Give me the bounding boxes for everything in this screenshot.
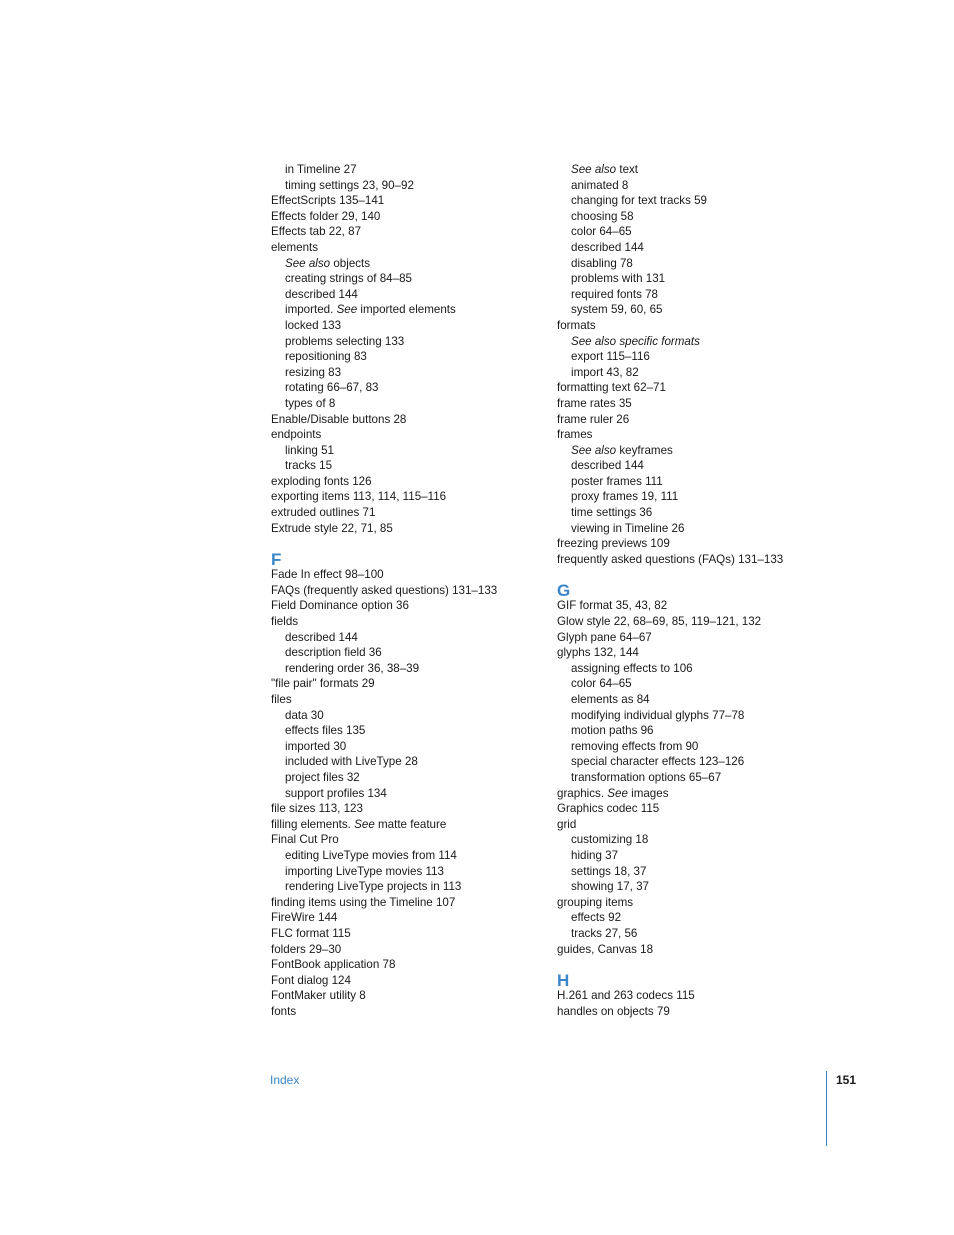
entry-text: resizing 83 <box>285 365 342 379</box>
index-entry <box>271 567 541 583</box>
entry-text: file sizes 113, 123 <box>271 802 363 816</box>
index-entry <box>271 801 541 817</box>
index-subentry <box>271 302 541 318</box>
index-subentry <box>557 256 827 272</box>
entry-text: motion paths 96 <box>571 724 654 738</box>
index-letter-heading: F <box>271 550 282 570</box>
index-subentry <box>557 754 827 770</box>
entry-text: problems selecting 133 <box>285 334 405 348</box>
index-subentry <box>271 661 541 677</box>
entry-text: glyphs 132, 144 <box>557 646 639 660</box>
index-subentry <box>557 521 827 537</box>
entry-text: endpoints <box>271 428 322 442</box>
entry-prefix: imported. <box>285 303 337 317</box>
index-subentry <box>557 864 827 880</box>
index-subentry <box>557 162 827 178</box>
entry-text: transformation options 65–67 <box>571 770 722 784</box>
index-entry <box>271 942 541 958</box>
entry-text: FireWire 144 <box>271 911 338 925</box>
index-subentry <box>557 739 827 755</box>
entry-text: formatting text 62–71 <box>557 381 666 395</box>
entry-text: imported 30 <box>285 739 347 753</box>
entry-text: Glow style 22, 68–69, 85, 119–121, 132 <box>557 615 762 629</box>
entry-text: modifying individual glyphs 77–78 <box>571 708 745 722</box>
index-subentry <box>557 302 827 318</box>
entry-text: objects <box>330 256 371 270</box>
index-subentry <box>557 879 827 895</box>
entry-text: formats <box>557 318 596 332</box>
index-subentry <box>271 271 541 287</box>
entry-text: effects 92 <box>571 911 622 925</box>
index-entry <box>271 427 541 443</box>
entry-text: removing effects from 90 <box>571 739 699 753</box>
entry-text: Glyph pane 64–67 <box>557 630 652 644</box>
see-reference: See also <box>285 256 331 270</box>
entry-text: Font dialog 124 <box>271 973 351 987</box>
index-entry <box>271 895 541 911</box>
entry-text: files <box>271 693 292 706</box>
footer-section-label: Index <box>270 1073 300 1087</box>
index-entry <box>557 786 827 802</box>
index-subentry <box>271 864 541 880</box>
index-entry <box>557 552 827 568</box>
index-entry <box>557 801 827 817</box>
entry-text: color 64–65 <box>571 225 632 239</box>
entry-prefix: filling elements. <box>271 817 355 831</box>
entry-text: project files 32 <box>285 770 360 784</box>
index-subentry <box>557 458 827 474</box>
index-subentry <box>271 178 541 194</box>
index-subentry <box>271 256 541 272</box>
entry-text: frame rates 35 <box>557 396 632 410</box>
entry-text: types of 8 <box>285 396 336 410</box>
entry-text: data 30 <box>285 708 324 722</box>
entry-text: exporting items 113, 114, 115–116 <box>271 490 447 504</box>
index-entry <box>271 973 541 989</box>
entry-text: folders 29–30 <box>271 942 342 956</box>
index-subentry <box>557 926 827 942</box>
entry-text: Enable/Disable buttons 28 <box>271 412 407 426</box>
index-subentry <box>557 334 827 350</box>
entry-text: poster frames 111 <box>571 474 663 488</box>
index-entry <box>271 598 541 614</box>
entry-text: frequently asked questions (FAQs) 131–133 <box>557 552 784 566</box>
entry-text: grid <box>557 817 577 831</box>
index-subentry <box>271 458 541 474</box>
index-entry <box>271 209 541 225</box>
index-subentry <box>271 754 541 770</box>
index-subentry <box>557 271 827 287</box>
index-subentry <box>271 739 541 755</box>
entry-text: required fonts 78 <box>571 287 659 301</box>
entry-text: extruded outlines 71 <box>271 506 376 520</box>
entry-text: imported elements <box>357 303 456 317</box>
index-subentry <box>557 676 827 692</box>
entry-text: H.261 and 263 codecs 115 <box>557 989 695 1003</box>
index-subentry <box>557 209 827 225</box>
index-entry <box>557 817 827 833</box>
index-subentry <box>271 708 541 724</box>
entry-text: included with LiveType 28 <box>285 755 418 769</box>
entry-text: problems with 131 <box>571 272 666 286</box>
index-entry <box>271 521 541 537</box>
index-subentry <box>271 287 541 303</box>
entry-prefix: graphics. <box>557 786 608 800</box>
index-entry <box>271 583 541 599</box>
index-subentry <box>271 770 541 786</box>
index-entry <box>271 692 541 708</box>
index-column-right <box>557 162 827 1019</box>
entry-text: GIF format 35, 43, 82 <box>557 599 668 613</box>
index-subentry <box>271 630 541 646</box>
entry-text: choosing 58 <box>571 209 634 223</box>
index-entry <box>557 630 827 646</box>
index-subentry <box>557 443 827 459</box>
entry-text: description field 36 <box>285 646 382 660</box>
entry-text: editing LiveType movies from 114 <box>285 848 457 862</box>
entry-text: described 144 <box>285 630 358 644</box>
entry-text: proxy frames 19, 111 <box>571 490 679 504</box>
index-entry <box>271 193 541 209</box>
entry-text: support profiles 134 <box>285 786 387 800</box>
index-subentry <box>557 287 827 303</box>
entry-text: Graphics codec 115 <box>557 802 660 816</box>
entry-text: hiding 37 <box>571 848 619 862</box>
index-entry <box>557 942 827 958</box>
index-entry <box>557 536 827 552</box>
see-reference: See also <box>571 163 617 176</box>
index-subentry <box>271 848 541 864</box>
index-subentry <box>271 334 541 350</box>
index-entry <box>271 832 541 848</box>
entry-text: import 43, 82 <box>571 365 639 379</box>
entry-text: described 144 <box>571 240 644 254</box>
index-subentry <box>271 645 541 661</box>
index-subentry <box>557 770 827 786</box>
index-entry <box>271 676 541 692</box>
see-reference: See also specific formats <box>571 334 700 348</box>
entry-text: export 115–116 <box>571 350 650 364</box>
index-entry <box>557 614 827 630</box>
entry-text: changing for text tracks 59 <box>571 194 707 208</box>
entry-text: creating strings of 84–85 <box>285 272 412 286</box>
entry-text: viewing in Timeline 26 <box>571 521 685 535</box>
index-entry <box>557 895 827 911</box>
entry-text: Effects tab 22, 87 <box>271 225 362 239</box>
index-subentry <box>557 178 827 194</box>
index-subentry <box>271 162 541 178</box>
index-entry <box>271 910 541 926</box>
entry-text: text <box>616 163 639 176</box>
entry-text: Extrude style 22, 71, 85 <box>271 521 393 535</box>
entry-text: time settings 36 <box>571 506 653 520</box>
index-entry <box>271 988 541 1004</box>
entry-text: described 144 <box>285 287 358 301</box>
index-entry <box>557 645 827 661</box>
entry-text: color 64–65 <box>571 677 632 691</box>
index-entry <box>271 817 541 833</box>
entry-text: rendering order 36, 38–39 <box>285 661 420 675</box>
entry-text: locked 133 <box>285 318 342 332</box>
index-subentry <box>557 848 827 864</box>
index-entry <box>271 240 541 256</box>
index-entry <box>271 489 541 505</box>
entry-text: FLC format 115 <box>271 926 351 940</box>
entry-text: "file pair" formats 29 <box>271 677 375 691</box>
index-entry <box>271 957 541 973</box>
index-entry <box>271 926 541 942</box>
index-subentry <box>557 365 827 381</box>
entry-text: tracks 15 <box>285 459 333 473</box>
entry-text: Field Dominance option 36 <box>271 599 409 613</box>
index-entry <box>557 1004 827 1020</box>
entry-text: special character effects 123–126 <box>571 755 745 769</box>
entry-text: repositioning 83 <box>285 350 367 364</box>
index-subentry <box>271 396 541 412</box>
index-subentry <box>271 318 541 334</box>
entry-text: effects files 135 <box>285 724 366 738</box>
index-entry <box>557 988 827 1004</box>
see-reference: See <box>354 817 375 831</box>
entry-text: customizing 18 <box>571 833 649 847</box>
index-entry <box>557 412 827 428</box>
entry-text: FontMaker utility 8 <box>271 989 366 1003</box>
entry-text: guides, Canvas 18 <box>557 942 654 956</box>
entry-text: rotating 66–67, 83 <box>285 381 379 395</box>
index-subentry <box>271 443 541 459</box>
entry-text: frame ruler 26 <box>557 412 630 426</box>
entry-text: fonts <box>271 1004 297 1018</box>
entry-text: Effects folder 29, 140 <box>271 209 381 223</box>
entry-text: rendering LiveType projects in 113 <box>285 880 462 894</box>
index-subentry <box>271 879 541 895</box>
entry-text: EffectScripts 135–141 <box>271 194 385 208</box>
index-entry <box>271 474 541 490</box>
index-entry <box>271 505 541 521</box>
index-subentry <box>557 474 827 490</box>
index-subentry <box>271 786 541 802</box>
entry-text: in Timeline 27 <box>285 163 357 176</box>
index-subentry <box>271 349 541 365</box>
index-entry <box>271 1004 541 1020</box>
index-subentry <box>557 489 827 505</box>
entry-text: showing 17, 37 <box>571 880 649 894</box>
entry-text: exploding fonts 126 <box>271 474 372 488</box>
index-column-left <box>271 162 541 1019</box>
index-subentry <box>557 692 827 708</box>
see-reference: See <box>607 786 628 800</box>
index-entry <box>557 396 827 412</box>
index-subentry <box>557 832 827 848</box>
index-subentry <box>557 224 827 240</box>
index-entry <box>271 224 541 240</box>
entry-text: described 144 <box>571 459 644 473</box>
index-entry <box>557 427 827 443</box>
index-letter-heading: G <box>557 581 571 601</box>
see-reference: See also <box>571 443 617 457</box>
entry-text: finding items using the Timeline 107 <box>271 895 456 909</box>
entry-text: importing LiveType movies 113 <box>285 864 444 878</box>
entry-text: linking 51 <box>285 443 334 457</box>
entry-text: Final Cut Pro <box>271 833 339 847</box>
entry-text: images <box>627 786 669 800</box>
index-subentry <box>557 708 827 724</box>
entry-text: keyframes <box>616 443 673 457</box>
index-entry <box>557 598 827 614</box>
entry-text: Fade In effect 98–100 <box>271 568 384 582</box>
index-entry <box>557 380 827 396</box>
entry-text: frames <box>557 428 593 442</box>
index-subentry <box>557 349 827 365</box>
index-entry <box>271 412 541 428</box>
index-subentry <box>557 240 827 256</box>
entry-text: settings 18, 37 <box>571 864 647 878</box>
index-subentry <box>271 380 541 396</box>
footer-divider <box>826 1071 827 1146</box>
index-subentry <box>557 193 827 209</box>
index-subentry <box>557 723 827 739</box>
index-subentry <box>271 365 541 381</box>
index-subentry <box>557 661 827 677</box>
entry-text: FontBook application 78 <box>271 958 396 972</box>
entry-text: elements <box>271 240 319 254</box>
index-subentry <box>557 505 827 521</box>
entry-text: freezing previews 109 <box>557 537 670 551</box>
entry-text: animated 8 <box>571 178 629 192</box>
page-number: 151 <box>836 1073 857 1087</box>
index-letter-heading: H <box>557 971 570 991</box>
index-entry <box>271 614 541 630</box>
index-subentry <box>271 723 541 739</box>
entry-text: elements as 84 <box>571 693 650 706</box>
see-reference: See <box>336 303 358 317</box>
entry-text: matte feature <box>374 817 447 831</box>
entry-text: disabling 78 <box>571 256 633 270</box>
entry-text: assigning effects to 106 <box>571 661 693 675</box>
index-subentry <box>557 910 827 926</box>
entry-text: FAQs (frequently asked questions) 131–133 <box>271 583 498 597</box>
entry-text: fields <box>271 615 299 629</box>
index-entry <box>557 318 827 334</box>
entry-text: tracks 27, 56 <box>571 926 638 940</box>
entry-text: handles on objects 79 <box>557 1004 670 1018</box>
entry-text: grouping items <box>557 895 634 909</box>
entry-text: timing settings 23, 90–92 <box>285 178 414 192</box>
entry-text: system 59, 60, 65 <box>571 303 663 317</box>
